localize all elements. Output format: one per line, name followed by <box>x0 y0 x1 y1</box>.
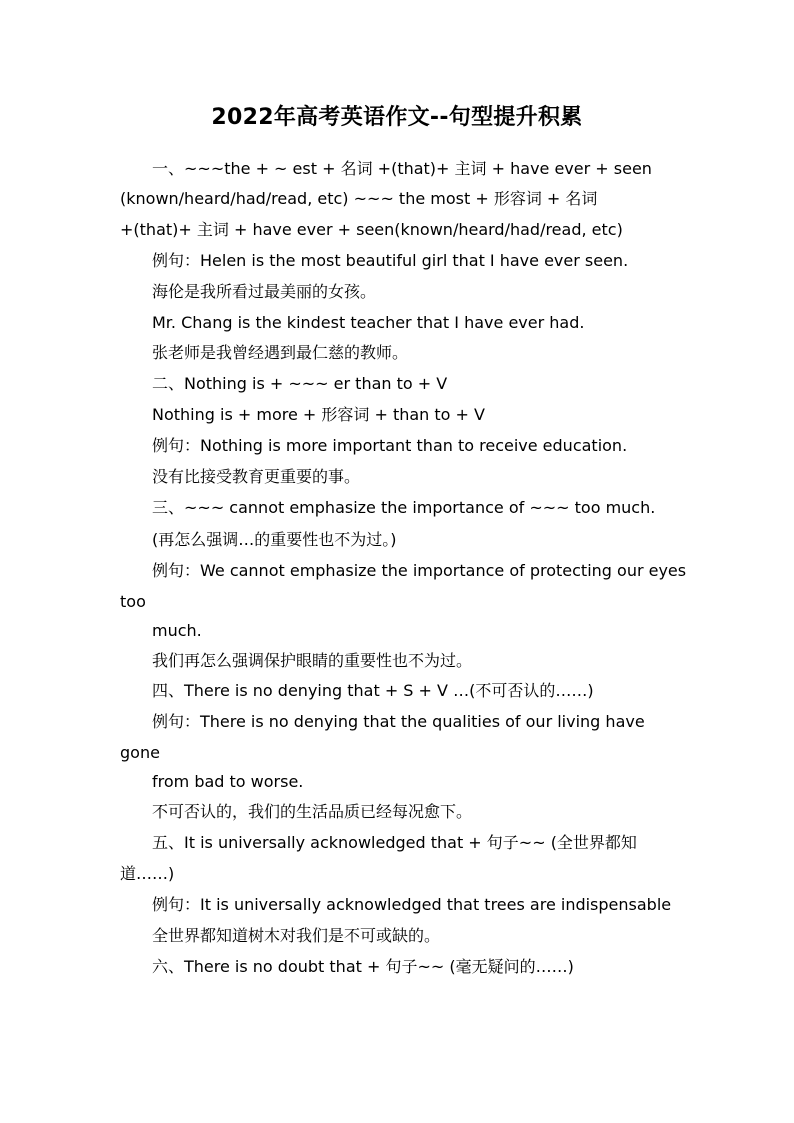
pattern-2-example-en: 例句：Nothing is more important than to receive education. <box>152 436 628 455</box>
pattern-3-heading: 三、~~~ cannot emphasize the importance of ~~~ too much. <box>152 498 656 517</box>
pattern-1-heading-line-3: +(that)+ 主词 + have ever + seen(known/heard/had/read, etc) <box>120 220 623 239</box>
pattern-2-example-zh: 没有比接受教育更重要的事。 <box>152 467 361 486</box>
pattern-1-heading-line-1: 一、~~~the + ~ est + 名词 +(that)+ 主词 + have ever + seen <box>152 159 652 178</box>
pattern-1-example-zh: 海伦是我所看过最美丽的女孩。 <box>152 282 377 301</box>
pattern-4-example-zh: 不可否认的，我们的生活品质已经每况愈下。 <box>152 802 473 821</box>
pattern-1-example-en: 例句：Helen is the most beautiful girl that I have ever seen. <box>152 251 629 270</box>
pattern-6-heading: 六、There is no doubt that + 句子~~ (毫无疑问的……) <box>152 957 574 976</box>
pattern-1-example-2-en: Mr. Chang is the kindest teacher that I have ever had. <box>152 313 585 332</box>
pattern-1-heading-line-2: (known/heard/had/read, etc) ~~~ the most + 形容词 + 名词 <box>120 189 598 208</box>
pattern-4-heading: 四、There is no denying that + S + V …(不可否认的……) <box>152 681 594 700</box>
pattern-1-example-2-zh: 张老师是我曾经遇到最仁慈的教师。 <box>152 343 409 362</box>
pattern-4-example-en-wrap-1: gone <box>120 743 160 762</box>
pattern-2-variant: Nothing is + more + 形容词 + than to + V <box>152 405 485 424</box>
pattern-3-example-en-wrap-1: too <box>120 592 146 611</box>
pattern-3-example-zh: 我们再怎么强调保护眼睛的重要性也不为过。 <box>152 651 473 670</box>
pattern-5-heading: 五、It is universally acknowledged that + 句子~~ (全世界都知 <box>152 833 637 852</box>
pattern-5-example-zh: 全世界都知道树木对我们是不可或缺的。 <box>152 926 441 945</box>
pattern-3-meaning: (再怎么强调…的重要性也不为过。) <box>152 530 397 549</box>
pattern-3-example-en: 例句：We cannot emphasize the importance of protecting our eyes <box>152 561 687 580</box>
pattern-2-heading: 二、Nothing is + ~~~ er than to + V <box>152 374 448 393</box>
pattern-4-example-en-wrap-2: from bad to worse. <box>152 772 304 791</box>
pattern-5-example-en: 例句：It is universally acknowledged that trees are indispensable <box>152 895 672 914</box>
document-title: 2022年高考英语作文--句型提升积累 <box>211 105 583 130</box>
pattern-4-example-en: 例句：There is no denying that the qualities of our living have <box>152 712 645 731</box>
pattern-5-heading-wrap: 道……) <box>120 864 175 883</box>
pattern-3-example-en-wrap-2: much. <box>152 621 202 640</box>
